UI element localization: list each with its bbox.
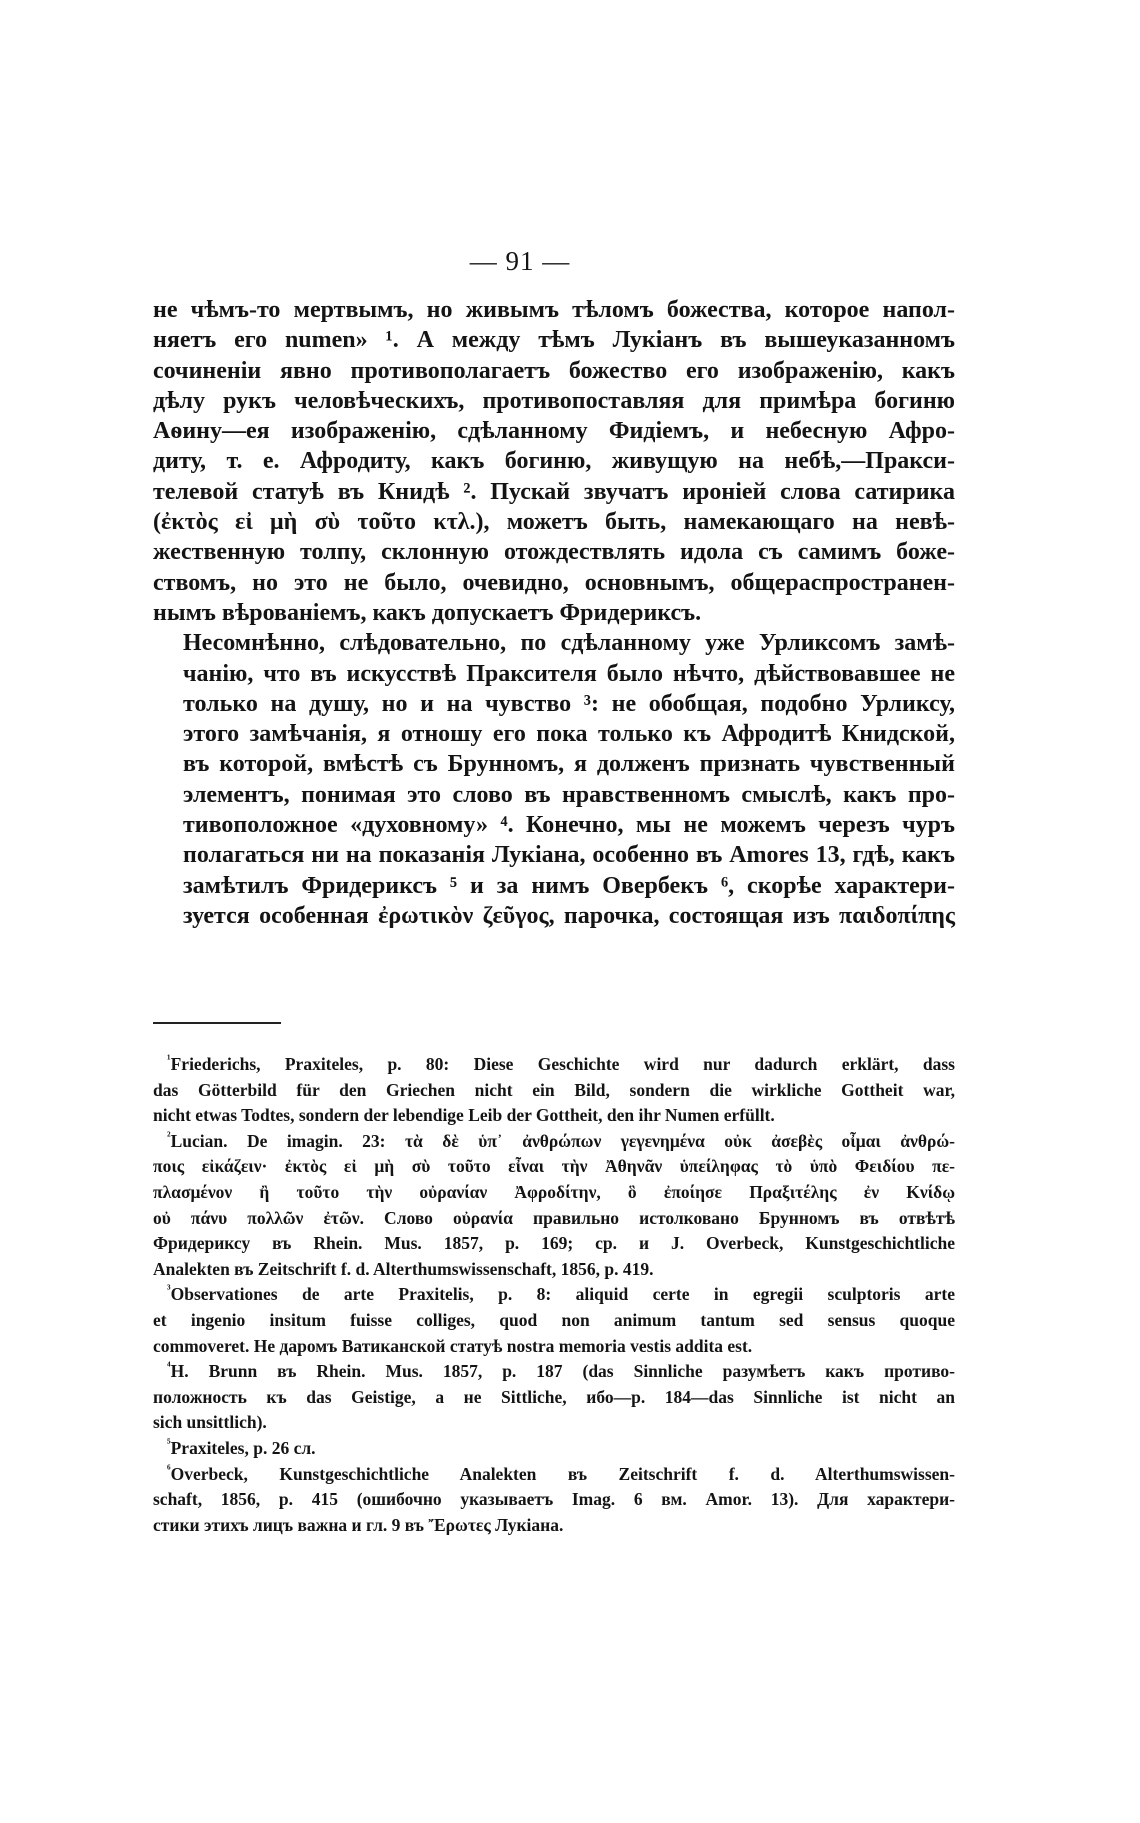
text-line: элементъ, понимая это слово въ нравственномъ смыслѣ, какъ про- <box>183 781 955 808</box>
paragraph-2 <box>153 628 955 931</box>
footnote-marker: ⁶ <box>167 1461 171 1476</box>
footnote-marker: ⁵ <box>167 1436 171 1451</box>
text-line: (ἐκτὸς εἰ μὴ σὺ τοῦτο κτλ.), можетъ быть, намекающаго на невѣ- <box>153 509 955 536</box>
footnote-marker: ³ <box>167 1282 171 1297</box>
footnote-line <box>153 1359 955 1385</box>
footnote-line <box>153 1462 955 1488</box>
footnote-line <box>153 1282 955 1308</box>
footnote-line: Analekten въ Zeitschrift f. d. Alterthumswissenschaft, 1856, p. 419. <box>153 1258 654 1279</box>
footnote-line <box>153 1436 955 1462</box>
footnote-line: schaft, 1856, p. 415 (ошибочно указываетъ Imag. 6 вм. Amor. 13). Для характери- <box>153 1489 955 1510</box>
footnote-2 <box>153 1129 955 1283</box>
footnote-3 <box>153 1282 955 1359</box>
footnotes <box>153 1052 955 1538</box>
text-line: зуется особенная ἐρωτικὸν ζεῦγος, парочка, состоящая изъ παιδοπίπης <box>183 902 955 929</box>
footnote-line: sich unsittlich). <box>153 1412 267 1433</box>
footnote-4 <box>153 1359 955 1436</box>
text-line: сочиненіи явно противополагаетъ божество его изображенію, какъ <box>153 357 955 384</box>
footnote-line: das Götterbild für den Griechen nicht ein Bild, sondern die wirkliche Gottheit war, <box>153 1079 955 1100</box>
text-line: нымъ вѣрованіемъ, какъ допускаетъ Фридериксъ. <box>153 599 702 626</box>
footnote-text: Friederichs, Praxiteles, p. 80: Diese Geschichte wird nur dadurch erklärt, dass <box>170 1054 955 1074</box>
footnote-line: nicht etwas Todtes, sondern der lebendige Leib der Gottheit, den ihr Numen erfüllt. <box>153 1105 775 1126</box>
footnote-line: стики этихъ лицъ важна и гл. 9 въ Ἔρωτες Лукіана. <box>153 1514 564 1535</box>
text-line: ствомъ, но это не было, очевидно, основнымъ, общераспространен- <box>153 569 955 596</box>
paragraph-1 <box>153 295 955 628</box>
text-line: Аѳину—ея изображенію, сдѣланному Фидіемъ, и небесную Афро- <box>153 418 955 445</box>
footnote-line: commoveret. Не даромъ Ватиканской статуѣ nostra memoria vestis addita est. <box>153 1335 753 1356</box>
text-line: не чѣмъ-то мертвымъ, но живымъ тѣломъ божества, которое напол- <box>153 297 955 323</box>
text-line: телевой статуѣ въ Книдѣ ². Пускай звучатъ ироніей слова сатирика <box>153 478 955 505</box>
text-line: жественную толпу, склонную отождествлять идола съ самимъ боже- <box>153 539 955 566</box>
footnote-text: Overbeck, Kunstgeschichtliche Analekten въ Zeitschrift f. d. Alterthumswissen- <box>170 1463 955 1484</box>
footnote-marker: ² <box>167 1128 171 1143</box>
footnote-line: οὐ πάνυ πολλῶν ἐτῶν. Слово οὐρανία правильно истолковано Брунномъ въ отвѣтѣ <box>153 1207 955 1228</box>
footnote-line: πλασμένον ἢ τοῦτο τὴν οὐρανίαν Ἀφροδίτην, ὃ ἐποίησε Πραξιτέλης ἐν Κνίδῳ <box>153 1181 955 1202</box>
footnote-5 <box>153 1436 955 1462</box>
text-line: няетъ его numen» ¹. А между тѣмъ Лукіанъ въ вышеуказанномъ <box>153 327 955 354</box>
footnote-separator <box>153 1022 281 1024</box>
text-line: чанію, что въ искусствѣ Праксителя было нѣчто, дѣйствовавшее не <box>183 660 955 687</box>
text-line: этого замѣчанія, я отношу его пока только къ Афродитѣ Книдской, <box>183 721 955 748</box>
footnote-line: Фридериксу въ Rhein. Mus. 1857, p. 169; ср. и J. Overbeck, Kunstgeschichtliche <box>153 1233 955 1254</box>
footnote-1 <box>153 1052 955 1129</box>
text-line: въ которой, вмѣстѣ съ Брунномъ, я долженъ признать чувственный <box>183 751 955 778</box>
text-line: замѣтилъ Фридериксъ ⁵ и за нимъ Овербекъ ⁶, скорѣе характери- <box>183 872 955 899</box>
footnote-line: положность къ das Geistige, а не Sittliche, ибо—p. 184—das Sinnliche ist nicht an <box>153 1386 955 1407</box>
footnote-line: et ingenio insitum fuisse colliges, quod non animum tantum sed sensus quoque <box>153 1309 955 1330</box>
footnote-marker: ⁴ <box>167 1359 171 1374</box>
text-line: диту, т. е. Афродиту, какъ богиню, живущую на небѣ,—Пракси- <box>153 448 955 475</box>
footnote-text: Lucian. De imagin. 23: τὰ δὲ ὑπ᾽ ἀνθρώπων γεγενημένα οὐκ ἀσεβὲς οἶμαι ἀνθρώ- <box>170 1130 955 1151</box>
text-line: тивоположное «духовному» ⁴. Конечно, мы не можемъ черезъ чуръ <box>183 812 955 839</box>
text-line: Несомнѣнно, слѣдовательно, по сдѣланному уже Урликсомъ замѣ- <box>183 630 955 657</box>
text-line: дѣлу рукъ человѣческихъ, противопоставляя для примѣра богиню <box>153 387 955 414</box>
footnote-text: H. Brunn въ Rhein. Mus. 1857, p. 187 (das Sinnliche разумѣетъ какъ противо- <box>170 1361 955 1382</box>
text-line: полагаться ни на показанія Лукіана, особенно въ Amores 13, гдѣ, какъ <box>183 842 955 869</box>
footnote-line <box>153 1052 955 1078</box>
main-text <box>153 295 955 931</box>
footnote-marker: ¹ <box>167 1052 171 1067</box>
text-line: только на душу, но и на чувство ³: не обобщая, подобно Урликсу, <box>183 690 955 717</box>
footnote-6 <box>153 1462 955 1539</box>
page-number: — 91 — <box>469 246 571 276</box>
footnote-text: Praxiteles, p. 26 сл. <box>170 1437 316 1458</box>
footnote-line: ποις εἰκάζειν· ἐκτὸς εἰ μὴ σὺ τοῦτο εἶναι τὴν Ἀθηνᾶν ὑπείληφας τὸ ὑπὸ Φειδίου πε- <box>153 1156 955 1177</box>
footnote-line <box>153 1129 955 1155</box>
footnote-text: Observationes de arte Praxitelis, p. 8: aliquid certe in egregii sculptoris arte <box>170 1284 955 1305</box>
